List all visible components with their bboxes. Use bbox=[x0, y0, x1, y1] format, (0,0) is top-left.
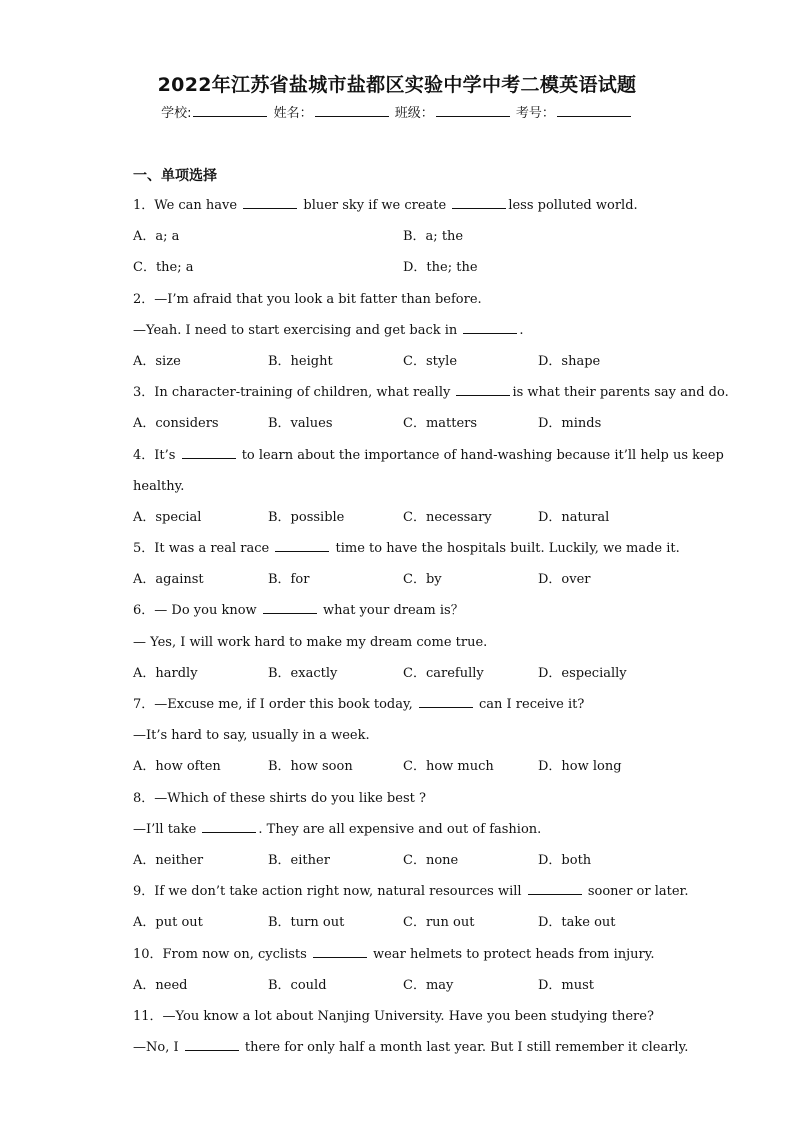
answer-option[interactable]: C．matters bbox=[403, 416, 478, 432]
answer-option[interactable]: B．exactly bbox=[268, 665, 338, 681]
question-text: is what their parents say and do. bbox=[512, 385, 729, 401]
options-row bbox=[133, 346, 673, 377]
question-text: 9．If we don’t take action right now, natural resources will bbox=[133, 884, 526, 900]
answer-option[interactable]: A．need bbox=[133, 977, 188, 993]
answer-option[interactable]: B．a; the bbox=[403, 229, 464, 245]
options-row bbox=[133, 970, 673, 1001]
number-blank[interactable] bbox=[557, 104, 631, 117]
school-label: 学校: bbox=[161, 106, 192, 121]
question-stem bbox=[133, 876, 689, 907]
answer-option[interactable]: D．over bbox=[538, 572, 591, 588]
answer-option[interactable]: D．shape bbox=[538, 353, 601, 369]
question-text: bluer sky if we create bbox=[299, 198, 451, 213]
question-text: what your dream is？ bbox=[318, 603, 464, 619]
question-text: time to have the hospitals built. Luckily, we made it. bbox=[331, 541, 680, 557]
question-text: —I’ll take bbox=[133, 821, 201, 837]
answer-blank[interactable] bbox=[528, 880, 582, 895]
question-stem bbox=[133, 1001, 673, 1032]
student-info-line bbox=[0, 102, 794, 121]
question-list bbox=[133, 162, 729, 1063]
name-label: 姓名： bbox=[273, 106, 313, 121]
question-text: 1．We can have bbox=[133, 198, 242, 213]
answer-option[interactable]: C．carefully bbox=[403, 665, 484, 681]
answer-option[interactable]: C．necessary bbox=[403, 509, 492, 525]
class-blank[interactable] bbox=[436, 104, 510, 117]
question-line bbox=[133, 471, 673, 502]
section-title: 一、单项选择 bbox=[133, 168, 217, 184]
options-row bbox=[133, 658, 673, 689]
answer-option[interactable]: A．considers bbox=[133, 416, 219, 432]
question-stem bbox=[133, 939, 673, 970]
answer-option[interactable]: D．minds bbox=[538, 416, 602, 432]
answer-option[interactable]: A．how often bbox=[133, 759, 221, 775]
answer-option[interactable]: C．run out bbox=[403, 915, 475, 931]
options-row bbox=[133, 502, 673, 533]
question-line bbox=[133, 627, 673, 658]
answer-option[interactable]: A．a; a bbox=[133, 229, 180, 245]
name-blank[interactable] bbox=[315, 104, 389, 117]
answer-option[interactable]: B．possible bbox=[268, 509, 345, 525]
question-text: 2．—I’m afraid that you look a bit fatter than before. bbox=[133, 291, 482, 307]
question-text: 7．—Excuse me, if I order this book today, bbox=[133, 697, 417, 712]
number-label: 考号： bbox=[515, 106, 555, 121]
answer-blank[interactable] bbox=[275, 537, 329, 552]
answer-blank[interactable] bbox=[182, 444, 236, 459]
question-stem bbox=[133, 689, 673, 720]
answer-blank[interactable] bbox=[419, 693, 473, 708]
school-blank[interactable] bbox=[193, 104, 267, 117]
question-line bbox=[133, 1032, 689, 1063]
options-row bbox=[133, 907, 673, 938]
question-text: 4．It’s bbox=[133, 447, 180, 463]
question-text: wear helmets to protect heads from injury. bbox=[368, 946, 655, 962]
question-stem bbox=[133, 284, 673, 315]
question-stem bbox=[133, 440, 724, 471]
question-text: less polluted world. bbox=[508, 198, 638, 213]
answer-option[interactable]: D．how long bbox=[538, 759, 622, 775]
question-text: . They are all expensive and out of fashion. bbox=[258, 821, 542, 837]
question-stem bbox=[133, 783, 673, 814]
options-row bbox=[133, 252, 673, 283]
options-row bbox=[133, 221, 673, 252]
question-stem bbox=[133, 190, 673, 221]
question-text: 6．— Do you know bbox=[133, 603, 261, 619]
answer-blank[interactable] bbox=[463, 319, 517, 334]
question-text: 8．—Which of these shirts do you like best ? bbox=[133, 790, 426, 806]
question-stem bbox=[133, 595, 673, 626]
answer-option[interactable]: B．for bbox=[268, 572, 310, 588]
answer-option[interactable]: B．either bbox=[268, 852, 330, 868]
class-label: 班级： bbox=[394, 106, 434, 121]
question-line bbox=[133, 315, 673, 346]
answer-option[interactable]: D．especially bbox=[538, 665, 627, 681]
answer-blank[interactable] bbox=[185, 1036, 239, 1051]
answer-option[interactable]: C．by bbox=[403, 572, 442, 588]
question-text: healthy. bbox=[133, 478, 185, 494]
answer-option[interactable]: C．how much bbox=[403, 759, 494, 775]
question-text: to learn about the importance of hand-washing because it’ll help us keep bbox=[237, 447, 724, 463]
answer-option[interactable]: A．size bbox=[133, 353, 181, 369]
answer-blank[interactable] bbox=[313, 943, 367, 958]
answer-option[interactable]: A．neither bbox=[133, 852, 204, 868]
question-text: —Yeah. I need to start exercising and get back in bbox=[133, 322, 462, 338]
question-stem bbox=[133, 377, 729, 408]
answer-blank[interactable] bbox=[456, 381, 510, 396]
answer-option[interactable]: C．may bbox=[403, 977, 454, 993]
answer-option[interactable]: A．against bbox=[133, 572, 204, 588]
answer-option[interactable]: B．how soon bbox=[268, 759, 353, 775]
exam-title: 2022年江苏省盐城市盐都区实验中学中考二模英语试题 bbox=[157, 74, 637, 96]
answer-blank[interactable] bbox=[452, 194, 506, 209]
question-line bbox=[133, 720, 673, 751]
question-text: 11．—You know a lot about Nanjing University. Have you been studying there? bbox=[133, 1008, 654, 1024]
answer-option[interactable]: A．special bbox=[133, 509, 202, 525]
answer-option[interactable]: A．hardly bbox=[133, 665, 198, 681]
answer-option[interactable]: C．the; a bbox=[133, 260, 194, 276]
question-text: — Yes, I will work hard to make my dream come true. bbox=[133, 634, 488, 650]
answer-option[interactable]: B．height bbox=[268, 353, 333, 369]
answer-option[interactable]: D．take out bbox=[538, 915, 616, 931]
answer-option[interactable]: C．style bbox=[403, 353, 458, 369]
question-text: sooner or later. bbox=[583, 884, 689, 900]
answer-option[interactable]: D．the; the bbox=[403, 260, 478, 276]
question-text: there for only half a month last year. But I still remember it clearly. bbox=[240, 1040, 689, 1056]
question-line bbox=[133, 814, 673, 845]
answer-blank[interactable] bbox=[202, 818, 256, 833]
question-text: 3．In character-training of children, what really bbox=[133, 385, 455, 401]
options-row bbox=[133, 845, 673, 876]
question-text: can I receive it? bbox=[474, 697, 585, 712]
answer-blank[interactable] bbox=[243, 194, 297, 209]
options-row bbox=[133, 564, 673, 595]
answer-option[interactable]: A．put out bbox=[133, 915, 203, 931]
answer-option[interactable]: C．none bbox=[403, 852, 459, 868]
question-text: 10．From now on, cyclists bbox=[133, 946, 311, 962]
answer-option[interactable]: B．values bbox=[268, 416, 333, 432]
options-row bbox=[133, 408, 673, 439]
question-text: 5．It was a real race bbox=[133, 541, 274, 557]
question-stem bbox=[133, 533, 680, 564]
question-text: —It’s hard to say, usually in a week. bbox=[133, 728, 370, 744]
options-row bbox=[133, 751, 673, 782]
answer-option[interactable]: B．turn out bbox=[268, 915, 345, 931]
question-text: . bbox=[519, 322, 524, 338]
answer-option[interactable]: D．both bbox=[538, 852, 592, 868]
question-text: —No, I bbox=[133, 1040, 183, 1056]
answer-option[interactable]: D．natural bbox=[538, 509, 610, 525]
answer-option[interactable]: D．must bbox=[538, 977, 595, 993]
answer-option[interactable]: B．could bbox=[268, 977, 327, 993]
answer-blank[interactable] bbox=[263, 599, 317, 614]
